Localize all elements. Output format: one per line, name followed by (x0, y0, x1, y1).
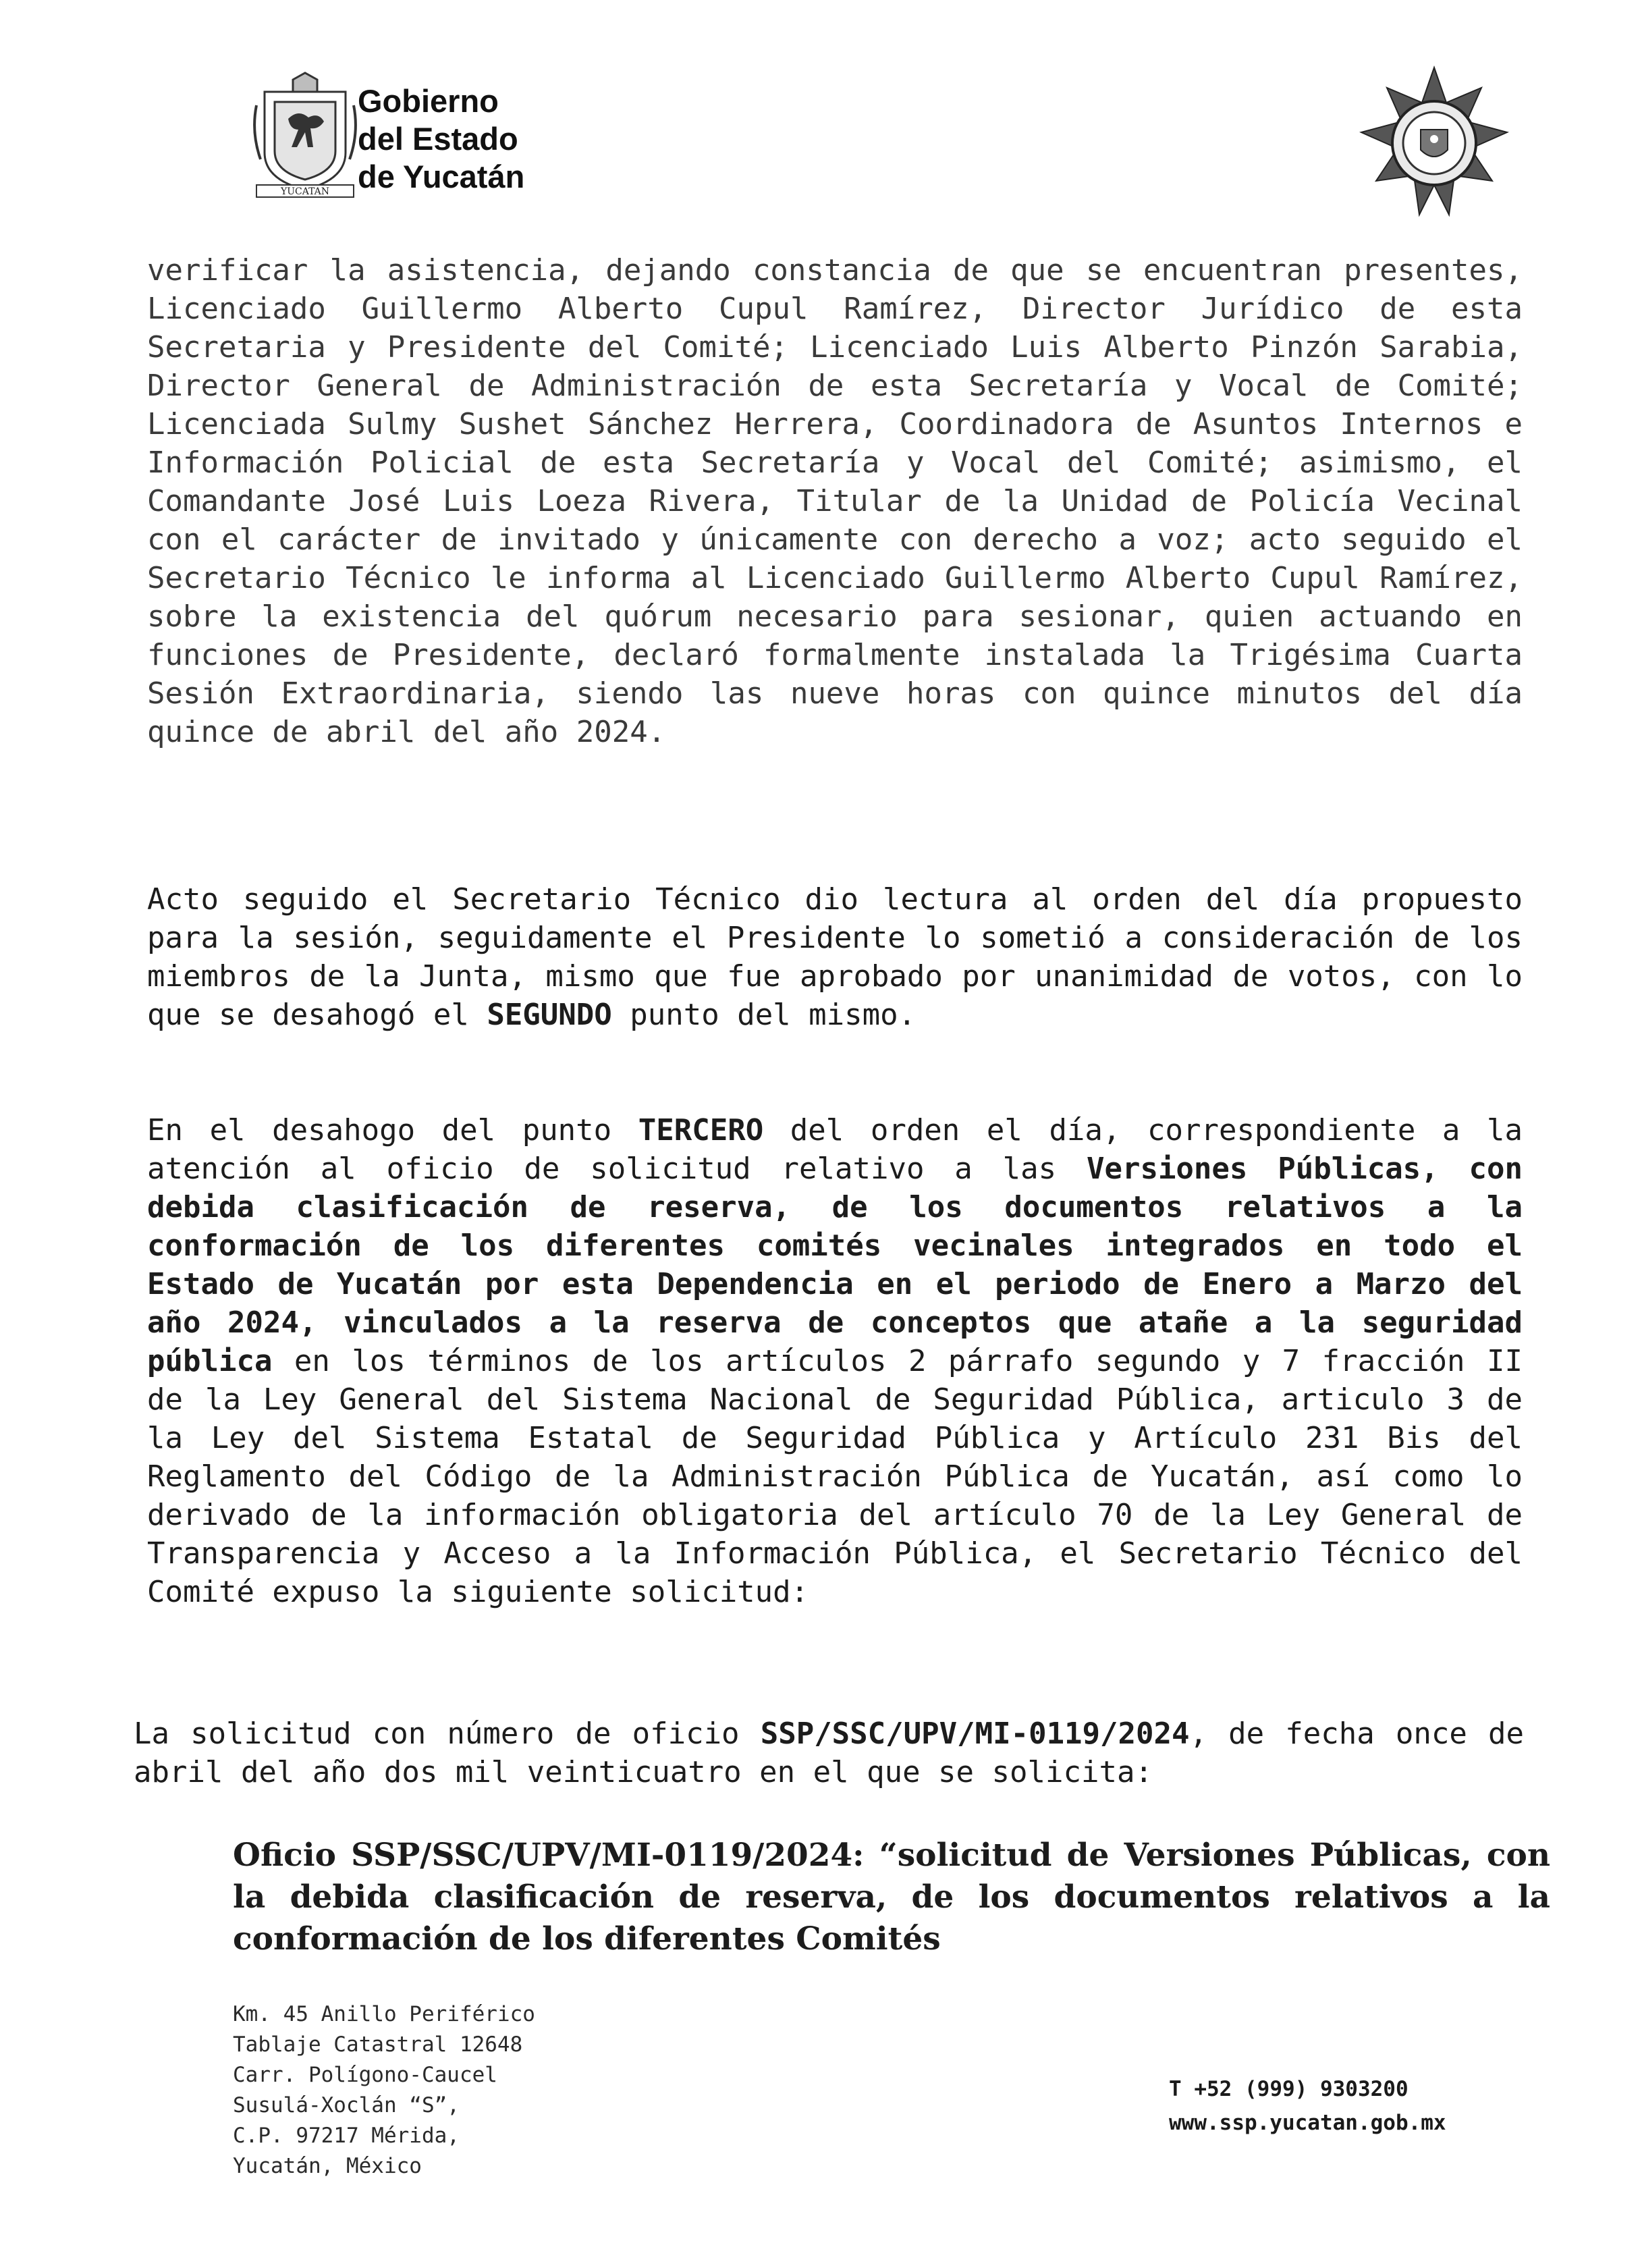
yucatan-coat-of-arms-icon (251, 72, 359, 200)
p3-bold-request-subject: Versiones Públicas, con debida clasificación de reserva, de los documentos relativos a la conformación de los diferentes comités vecinales integrados en todo el Estado de Yucatán por esta Dependencia en el periodo de Enero a Marzo del año 2024, vinculados a la reserva de conceptos que atañe a la seguridad pública (147, 1152, 1523, 1378)
phone-line (1169, 2072, 1446, 2106)
address-line: Yucatán, México (233, 2154, 422, 2178)
website-link[interactable]: www.ssp.yucatan.gob.mx (1169, 2111, 1446, 2135)
paragraph-attendance: verificar la asistencia, dejando constancia de que se encuentran presentes, Licenciado Guillermo Alberto Cupul Ramírez, Director Jurídico de esta Secretaria y Presidente del Comité; Licenciado Luis Alberto Pinzón Sarabia, Director General de Administración de esta Secretaría y Vocal de Comité; Licenciada Sulmy Sushet Sánchez Herrera, Coordinadora de Asuntos Internos e Información Policial de esta Secretaría y Vocal del Comité; asimismo, el Comandante José Luis Loeza Rivera, Titular de la Unidad de Policía Vecinal con el carácter de invitado y únicamente con derecho a voz; acto seguido el Secretario Técnico le informa al Licenciado Guillermo Alberto Cupul Ramírez, sobre la existencia del quórum necesario para sesionar, quien actuando en funciones de Presidente, declaró formalmente instalada la Trigésima Cuarta Sesión Extraordinaria, siendo las nueve horas con quince minutos del día quince de abril del año 2024. (147, 253, 1523, 749)
paragraph-agenda (147, 880, 1523, 1034)
gov-line-1: Gobierno (358, 83, 499, 119)
p3-text-2: del orden el día, correspondiente a la atención al oficio de solicitud relativo a las (147, 1113, 1523, 1186)
address-line: Carr. Polígono-Caucel (233, 2063, 497, 2087)
paragraph-third-point (147, 1111, 1523, 1611)
phone-number: +52 (999) 9303200 (1194, 2077, 1409, 2101)
government-name (358, 82, 524, 196)
p4-bold-oficio: SSP/SSC/UPV/MI-0119/2024 (760, 1717, 1190, 1751)
p3-text-3: en los términos de los artículos 2 párrafo segundo y 7 fracción II de la Ley General del Sistema Nacional de Seguridad Pública, articulo 3 de la Ley del Sistema Estatal de Seguridad Pública y Artículo 231 Bis del Reglamento del Código de la Administración Pública de Yucatán, así como lo derivado de la información obligatoria del artículo 70 de la Ley General de Transparencia y Acceso a la Información Pública, el Secretario Técnico del Comité expuso la siguiente solicitud: (147, 1344, 1523, 1609)
gov-line-2: del Estado (358, 121, 518, 157)
footer-contact (1169, 2072, 1446, 2140)
p3-text-1: En el desahogo del punto (147, 1113, 638, 1148)
p2-text-before: Acto seguido el Secretario Técnico dio lectura al orden del día propuesto para la sesión, seguidamente el Presidente lo sometió a consideración de los miembros de la Junta, mismo que fue aprobado por unanimidad de votos, con lo que se desahogó el (147, 882, 1523, 1032)
logo-caption: YUCATAN (280, 186, 330, 197)
p4-text-after: , de fecha once de abril del año dos mil veinticuatro en el que se solicita: (134, 1717, 1525, 1789)
police-star-badge-icon (1353, 62, 1515, 224)
p4-text-before: La solicitud con número de oficio (134, 1717, 761, 1751)
p3-bold-tercero: TERCERO (638, 1113, 764, 1148)
p2-text-after: punto del mismo. (611, 998, 917, 1032)
address-line: Susulá-Xoclán “S”, (233, 2093, 460, 2117)
footer-address (233, 1999, 535, 2182)
paragraph-oficio-quote: Oficio SSP/SSC/UPV/MI-0119/2024: “solicitud de Versiones Públicas, con la debida clasificación de reserva, de los documentos relativos a la conformación de los diferentes Comités (233, 1837, 1550, 1958)
gov-line-3: de Yucatán (358, 159, 525, 194)
address-line: Km. 45 Anillo Periférico (233, 2002, 535, 2026)
paragraph-request-number (134, 1714, 1524, 1791)
phone-label: T (1169, 2077, 1182, 2101)
address-line: Tablaje Catastral 12648 (233, 2032, 523, 2057)
p2-bold-segundo: SEGUNDO (487, 998, 612, 1032)
address-line: C.P. 97217 Mérida, (233, 2124, 460, 2148)
